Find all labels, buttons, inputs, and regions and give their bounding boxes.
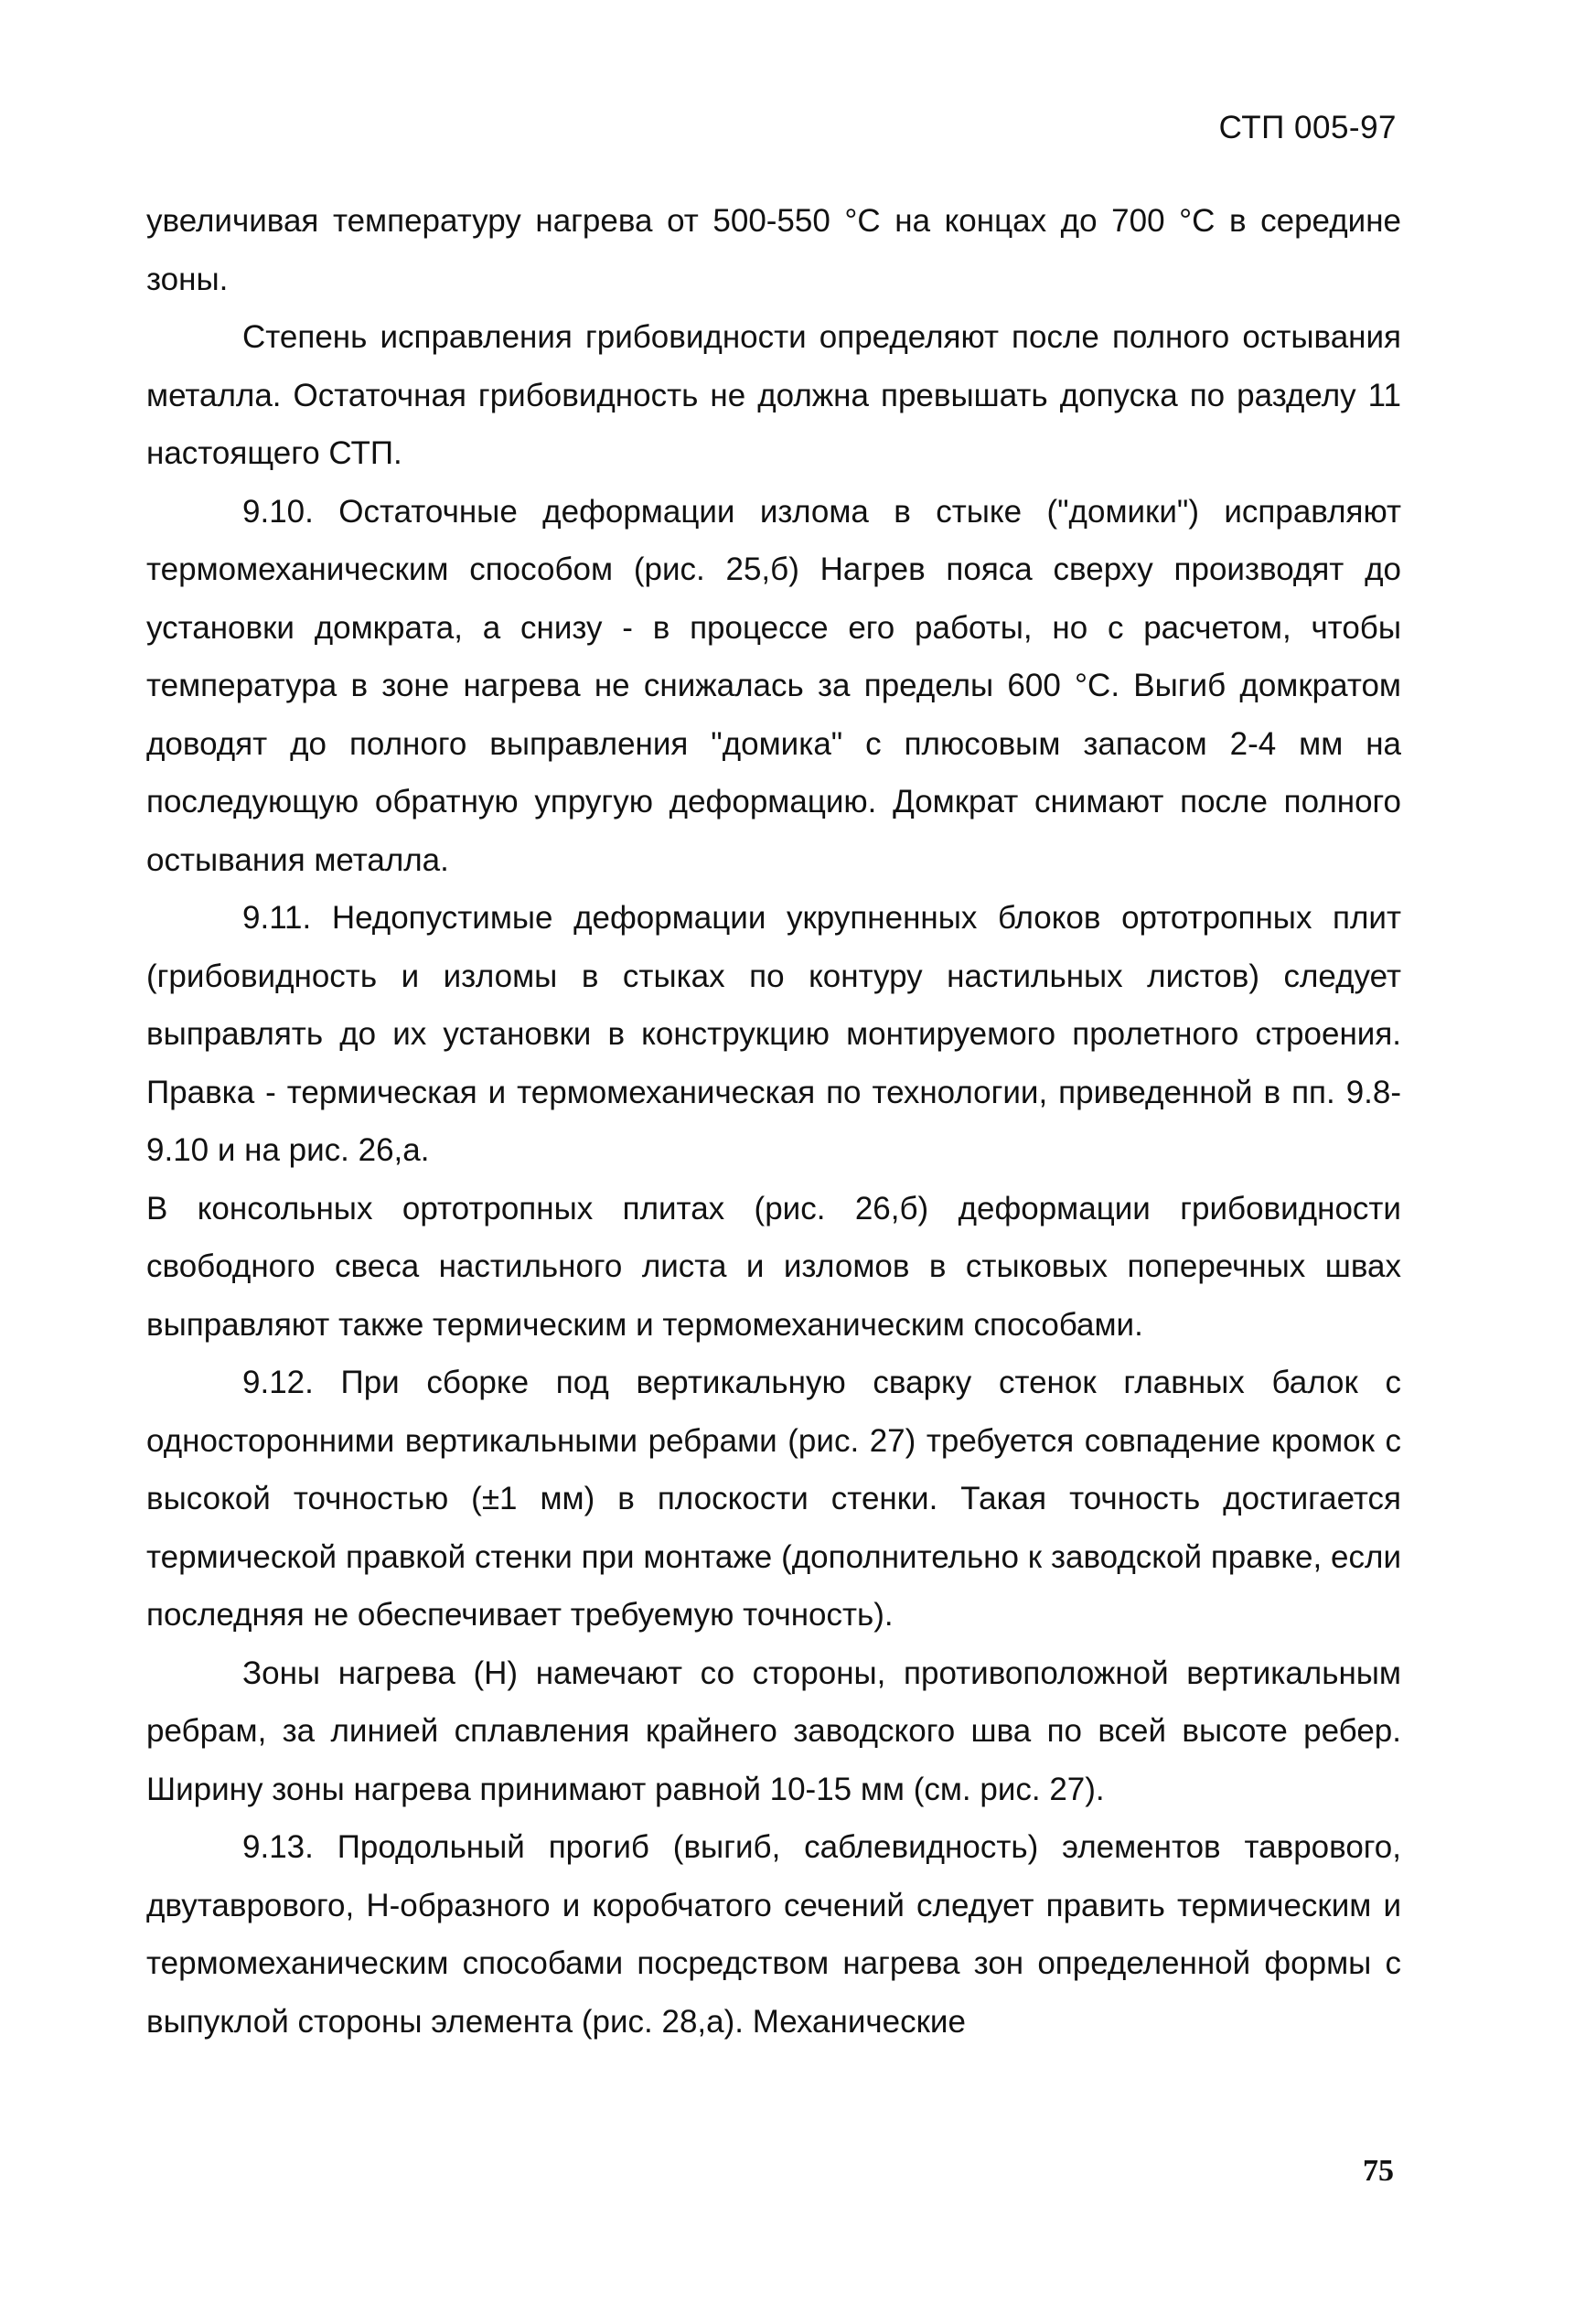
paragraph-9-11: 9.11. Недопустимые деформации укрупненных блоков ортотропных плит (грибовидность и изломы в стыках по контуру настильных листов) следует выправлять до их установки в конструкцию монтируемого пролетного строения. Правка - термическая и термомеханическая по технологии, приведенной в пп. 9.8-9.10 и на рис. 26,а. xyxy=(146,900,1401,1168)
page-body xyxy=(146,192,1401,2051)
paragraph-9-13: 9.13. Продольный прогиб (выгиб, саблевидность) элементов таврового, двутаврового, Н-образного и коробчатого сечений следует править термическим и термомеханическим способами посредством нагрева зон определенной формы с выпуклой стороны элемента (рис. 28,а). Механические xyxy=(146,1829,1401,2040)
paragraph-console-plates: В консольных ортотропных плитах (рис. 26,б) деформации грибовидности свободного свеса настильного листа и изломов в стыковых поперечных швах выправляют также термическим и термомеханическим способами. xyxy=(146,1190,1401,1343)
paragraph-9-12: 9.12. При сборке под вертикальную сварку стенок главных балок с односторонними вертикальными ребрами (рис. 27) требуется совпадение кромок с высокой точностью (±1 мм) в плоскости стенки. Такая точность достигается термической правкой стенки при монтаже (дополнительно к заводской правке, если последняя не обеспечивает требуемую точность). xyxy=(146,1365,1401,1633)
paragraph-1: увеличивая температуру нагрева от 500-550 °С на концах до 700 °С в середине зоны. xyxy=(146,203,1401,297)
paragraph-heating-zones: Зоны нагрева (Н) намечают со стороны, противоположной вертикальным ребрам, за линией сплавления крайнего заводского шва по всей высоте ребер. Ширину зоны нагрева принимают равной 10-15 мм (см. рис. 27). xyxy=(146,1655,1401,1807)
document-code-header: СТП 005-97 xyxy=(1218,110,1397,145)
paragraph-2: Степень исправления грибовидности определяют после полного остывания металла. Остаточная грибовидность не должна превышать допуска по разделу 11 настоящего СТП. xyxy=(146,319,1401,471)
page-number: 75 xyxy=(1363,2154,1394,2188)
paragraph-9-10: 9.10. Остаточные деформации излома в стыке ("домики") исправляют термомеханическим способом (рис. 25,б) Нагрев пояса сверху производят до установки домкрата, а снизу - в процессе его работы, но с расчетом, чтобы температура в зоне нагрева не снижалась за пределы 600 °С. Выгиб домкратом доводят до полного выправления "домика" с плюсовым запасом 2-4 мм на последующую обратную упругую деформацию. Домкрат снимают после полного остывания металла. xyxy=(146,493,1401,878)
